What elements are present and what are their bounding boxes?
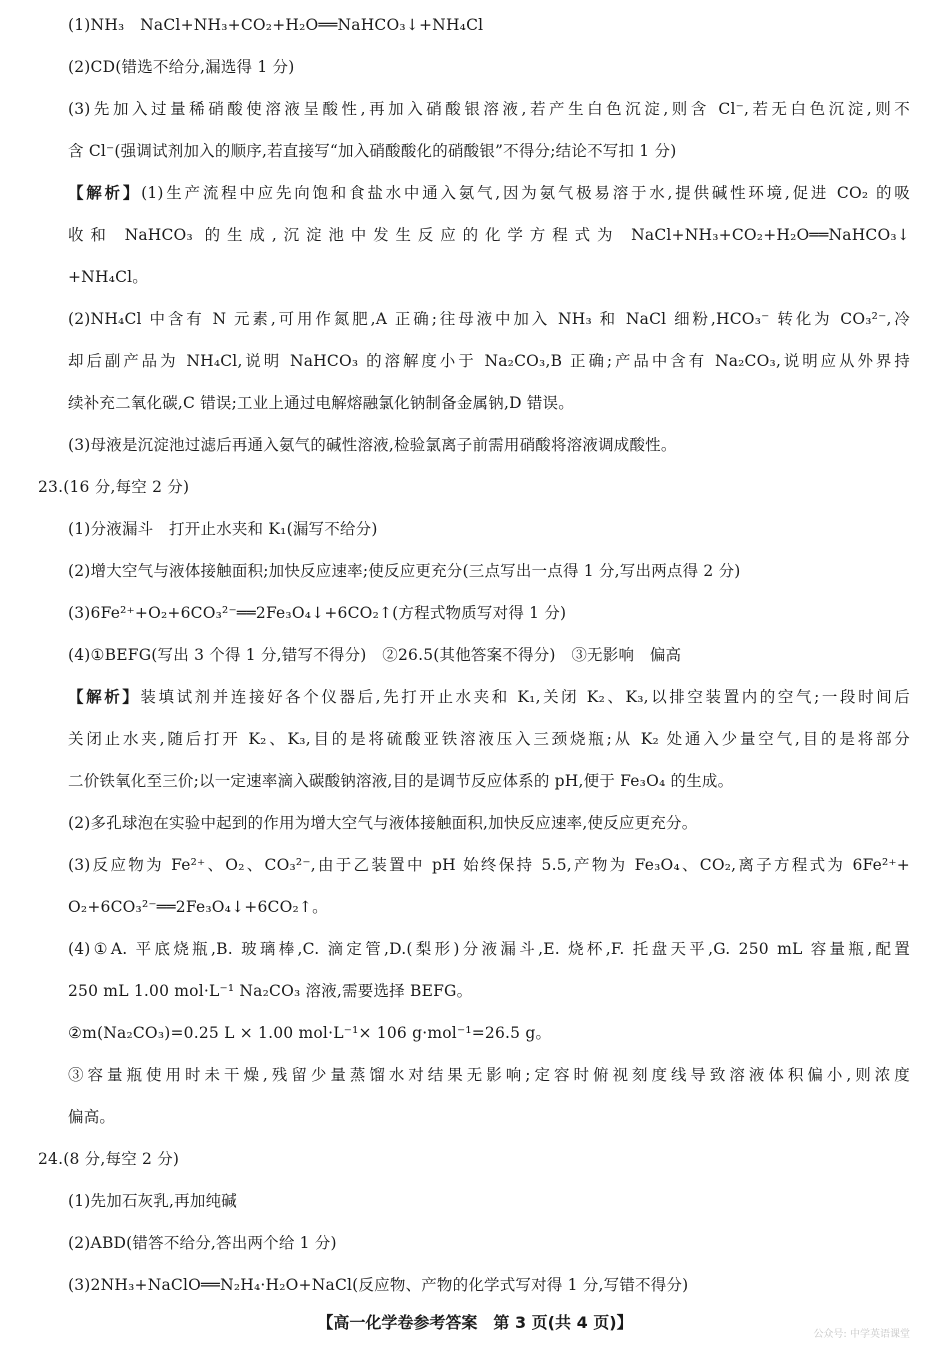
analysis-tag-23: 【解析】 bbox=[68, 688, 141, 706]
answer-24-3: (3)2NH₃+NaClO══N₂H₄·H₂O+NaCl(反应物、产物的化学式写对得 1 分,写错不得分) bbox=[68, 1276, 689, 1294]
analysis-22-2-line1: (2)NH₄Cl 中含有 N 元素,可用作氮肥,A 正确;往母液中加入 NH₃ 和 NaCl 细粉,HCO₃⁻ 转化为 CO₃²⁻,冷 bbox=[68, 310, 910, 328]
analysis-22-1-line3: +NH₄Cl。 bbox=[68, 268, 148, 286]
question-23-heading: 23.(16 分,每空 2 分) bbox=[38, 478, 190, 496]
analysis-22-1-line1: 【解析】(1)生产流程中应先向饱和食盐水中通入氨气,因为氨气极易溶于水,提供碱性环境,促进 CO₂ 的吸 bbox=[68, 184, 910, 202]
answer-23-4: (4)①BEFG(写出 3 个得 1 分,错写不得分) ②26.5(其他答案不得分) ③无影响 偏高 bbox=[68, 646, 682, 664]
analysis-22-3: (3)母液是沉淀池过滤后再通入氨气的碱性溶液,检验氯离子前需用硝酸将溶液调成酸性。 bbox=[68, 436, 677, 454]
watermark: 公众号: 中学英语课堂 bbox=[813, 1329, 910, 1340]
answer-23-3: (3)6Fe²⁺+O₂+6CO₃²⁻══2Fe₃O₄↓+6CO₂↑(方程式物质写对得 1 分) bbox=[68, 604, 567, 622]
analysis-23-4-note-line2: 偏高。 bbox=[68, 1108, 116, 1126]
analysis-23-4-note-line1: ③容量瓶使用时未干燥,残留少量蒸馏水对结果无影响;定容时俯视刻度线导致溶液体积偏小,则浓度 bbox=[68, 1066, 910, 1084]
analysis-23-3-line1: (3)反应物为 Fe²⁺、O₂、CO₃²⁻,由于乙装置中 pH 始终保持 5.5,产物为 Fe₃O₄、CO₂,离子方程式为 6Fe²⁺+ bbox=[68, 856, 910, 874]
analysis-tag: 【解析】 bbox=[68, 184, 142, 202]
analysis-23-4-line1: (4)①A. 平底烧瓶,B. 玻璃棒,C. 滴定管,D.(梨形)分液漏斗,E. 烧杯,F. 托盘天平,G. 250 mL 容量瓶,配置 bbox=[68, 940, 910, 958]
answer-24-2: (2)ABD(错答不给分,答出两个给 1 分) bbox=[68, 1234, 337, 1252]
analysis-22-1-line2: 收和 NaHCO₃ 的生成,沉淀池中发生反应的化学方程式为 NaCl+NH₃+CO₂+H₂O══NaHCO₃↓ bbox=[68, 226, 910, 244]
analysis-22-2-line3: 续补充二氧化碳,C 错误;工业上通过电解熔融氯化钠制备金属钠,D 错误。 bbox=[68, 394, 574, 412]
page-footer: 【高一化学卷参考答案 第 3 页(共 4 页)】 bbox=[317, 1313, 633, 1332]
analysis-23-2: (2)多孔球泡在实验中起到的作用为增大空气与液体接触面积,加快反应速率,使反应更充分。 bbox=[68, 814, 698, 832]
answer-22-3-line2: 含 Cl⁻(强调试剂加入的顺序,若直接写“加入硝酸酸化的硝酸银”不得分;结论不写扣 1 分) bbox=[68, 142, 677, 160]
analysis-23-1-line3: 二价铁氧化至三价;以一定速率滴入碳酸钠溶液,目的是调节反应体系的 pH,便于 Fe₃O₄ 的生成。 bbox=[68, 772, 734, 790]
answer-22-2: (2)CD(错选不给分,漏选得 1 分) bbox=[68, 58, 295, 76]
analysis-23-1-line2: 关闭止水夹,随后打开 K₂、K₃,目的是将硫酸亚铁溶液压入三颈烧瓶;从 K₂ 处通入少量空气,目的是将部分 bbox=[68, 730, 910, 748]
answer-23-2: (2)增大空气与液体接触面积;加快反应速率;使反应更充分(三点写出一点得 1 分,写出两点得 2 分) bbox=[68, 562, 741, 580]
analysis-22-2-line2: 却后副产品为 NH₄Cl,说明 NaHCO₃ 的溶解度小于 Na₂CO₃,B 正确;产品中含有 Na₂CO₃,说明应从外界持 bbox=[68, 352, 910, 370]
answer-23-1: (1)分液漏斗 打开止水夹和 K₁(漏写不给分) bbox=[68, 520, 378, 538]
answer-22-1: (1)NH₃ NaCl+NH₃+CO₂+H₂O══NaHCO₃↓+NH₄Cl bbox=[68, 16, 484, 34]
analysis-23-1-line1: 【解析】装填试剂并连接好各个仪器后,先打开止水夹和 K₁,关闭 K₂、K₃,以排空装置内的空气;一段时间后 bbox=[68, 688, 910, 706]
analysis-23-4-calc: ②m(Na₂CO₃)=0.25 L × 1.00 mol·L⁻¹× 106 g·mol⁻¹=26.5 g。 bbox=[68, 1024, 552, 1042]
analysis-23-3-line2: O₂+6CO₃²⁻══2Fe₃O₄↓+6CO₂↑。 bbox=[68, 898, 328, 916]
answer-22-3-line1: (3)先加入过量稀硝酸使溶液呈酸性,再加入硝酸银溶液,若产生白色沉淀,则含 Cl⁻,若无白色沉淀,则不 bbox=[68, 100, 910, 118]
question-24-heading: 24.(8 分,每空 2 分) bbox=[38, 1150, 180, 1168]
answer-24-1: (1)先加石灰乳,再加纯碱 bbox=[68, 1192, 237, 1210]
analysis-23-4-line2: 250 mL 1.00 mol·L⁻¹ Na₂CO₃ 溶液,需要选择 BEFG。 bbox=[68, 982, 473, 1000]
